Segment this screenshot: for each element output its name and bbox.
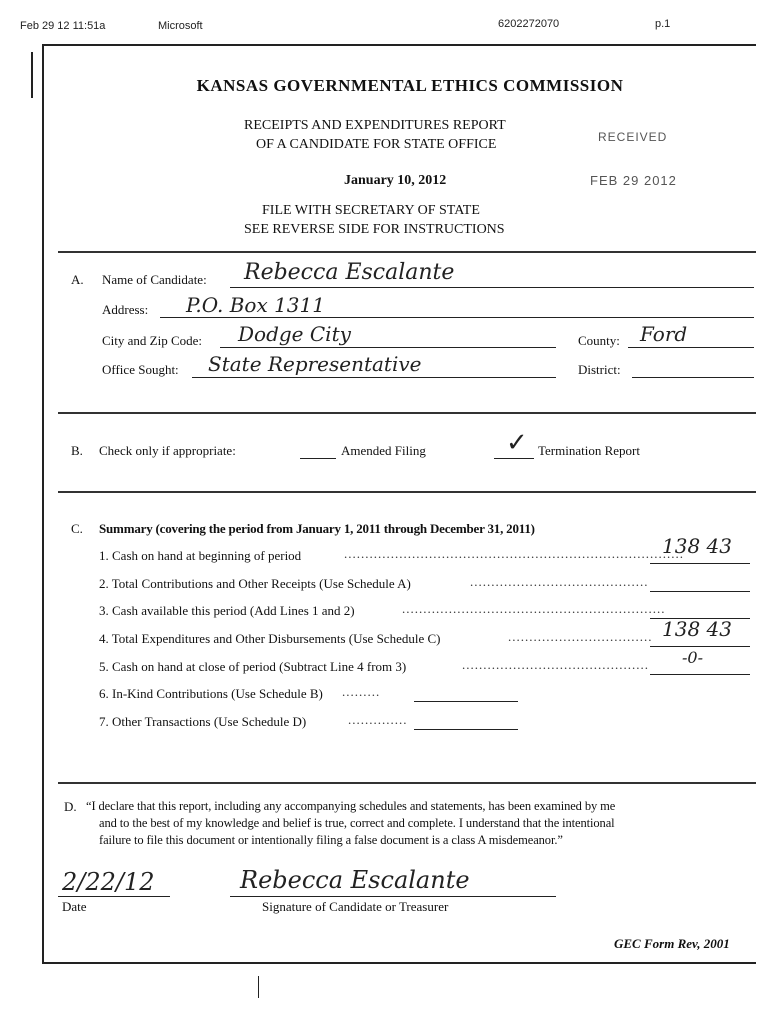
amended-filing-label: Amended Filing: [341, 443, 426, 458]
declaration-line-2: and to the best of my knowledge and belief is true, correct and complete. I understand that the intentional: [99, 816, 615, 830]
summary-heading: Summary (covering the period from January 1, 2011 through December 31, 2011): [99, 521, 535, 536]
scan-mark-bottom: [258, 976, 259, 998]
section-divider-1: [58, 251, 756, 253]
dot-leader: ................................................................................: [344, 546, 684, 561]
summary-line-5-value[interactable]: -0-: [682, 648, 703, 667]
see-reverse-instruction: SEE REVERSE SIDE FOR INSTRUCTIONS: [244, 222, 505, 237]
summary-line-2-label: 2. Total Contributions and Other Receipts (Use Schedule A): [99, 576, 411, 591]
summary-line-2-underline: [650, 591, 750, 592]
page-border-top: [42, 44, 756, 46]
section-divider-4: [58, 782, 756, 784]
declaration-line-3: failure to file this document or intentionally filing a false document is a class A misdemeanor.”: [99, 833, 563, 847]
amended-filing-checkbox[interactable]: [300, 458, 336, 459]
district-underline: [632, 377, 754, 378]
dot-leader: ..............: [348, 712, 408, 727]
report-title-line1: RECEIPTS AND EXPENDITURES REPORT: [244, 118, 506, 133]
form-revision: GEC Form Rev, 2001: [614, 936, 730, 951]
summary-line-6-underline: [414, 701, 518, 702]
declaration-line-1: “I declare that this report, including any accompanying schedules and statements, has been examined by me: [86, 799, 616, 813]
dot-leader: ..............................................................: [402, 601, 666, 616]
dot-leader: .........: [342, 684, 381, 699]
candidate-name-underline: [230, 287, 754, 288]
address-field[interactable]: P.O. Box 1311: [186, 293, 325, 317]
commission-title: KANSAS GOVERNMENTAL ETHICS COMMISSION: [196, 76, 624, 95]
report-date: January 10, 2012: [344, 173, 447, 188]
section-divider-2: [58, 412, 756, 414]
county-underline: [628, 347, 754, 348]
signature-date-label: Date: [62, 899, 87, 914]
summary-line-1-value[interactable]: 138 43: [662, 534, 732, 558]
summary-line-3-label: 3. Cash available this period (Add Lines 1 and 2): [99, 603, 355, 618]
dot-leader: ..........................................: [470, 574, 649, 589]
fax-timestamp: Feb 29 12 11:51a: [20, 20, 106, 32]
summary-line-7-label: 7. Other Transactions (Use Schedule D): [99, 714, 307, 729]
candidate-name-field[interactable]: Rebecca Escalante: [244, 260, 455, 285]
county-field[interactable]: Ford: [640, 322, 688, 346]
received-stamp: RECEIVED: [598, 130, 668, 144]
signature-field[interactable]: Rebecca Escalante: [240, 866, 470, 894]
summary-line-7-underline: [414, 729, 518, 730]
signature-label: Signature of Candidate or Treasurer: [262, 899, 449, 914]
section-c-letter: C.: [71, 521, 83, 536]
summary-line-5-label: 5. Cash on hand at close of period (Subtract Line 4 from 3): [99, 659, 407, 674]
summary-line-4-underline: [650, 646, 750, 647]
signature-date-field[interactable]: 2/22/12: [62, 868, 155, 896]
check-appropriate-label: Check only if appropriate:: [99, 443, 236, 458]
candidate-name-label: Name of Candidate:: [102, 272, 207, 287]
summary-line-4-value[interactable]: 138 43: [662, 617, 732, 641]
page-border-bottom: [42, 962, 756, 964]
city-zip-label: City and Zip Code:: [102, 333, 203, 348]
office-sought-field[interactable]: State Representative: [208, 352, 422, 376]
address-label: Address:: [102, 302, 149, 317]
termination-check-mark: ✓: [506, 428, 528, 458]
termination-report-label: Termination Report: [538, 443, 640, 458]
fax-page: p.1: [655, 18, 671, 30]
section-d-letter: D.: [64, 799, 77, 814]
summary-line-5-underline: [650, 674, 750, 675]
section-a-letter: A.: [71, 272, 84, 287]
signature-underline: [230, 896, 556, 897]
summary-line-1-underline: [650, 563, 750, 564]
dot-leader: ............................................: [462, 657, 649, 672]
summary-line-4-label: 4. Total Expenditures and Other Disbursements (Use Schedule C): [99, 631, 441, 646]
summary-line-6-label: 6. In-Kind Contributions (Use Schedule B): [99, 686, 323, 701]
address-underline: [160, 317, 754, 318]
fax-phone: 6202272070: [498, 18, 560, 30]
office-sought-label: Office Sought:: [102, 362, 179, 377]
fax-sender: Microsoft: [158, 20, 203, 32]
signature-date-underline: [58, 896, 170, 897]
dot-leader: ..................................: [508, 629, 653, 644]
section-b-letter: B.: [71, 443, 83, 458]
received-stamp-date: FEB 29 2012: [590, 173, 677, 188]
section-divider-3: [58, 491, 756, 493]
county-label: County:: [578, 333, 620, 348]
termination-report-checkbox[interactable]: [494, 458, 534, 459]
city-zip-field[interactable]: Dodge City: [238, 322, 351, 346]
report-title-line2: OF A CANDIDATE FOR STATE OFFICE: [256, 137, 497, 152]
office-sought-underline: [192, 377, 556, 378]
summary-line-1-label: 1. Cash on hand at beginning of period: [99, 548, 302, 563]
city-zip-underline: [220, 347, 556, 348]
district-label: District:: [578, 362, 621, 377]
file-with-instruction: FILE WITH SECRETARY OF STATE: [262, 203, 480, 218]
page-border-left: [42, 44, 44, 964]
